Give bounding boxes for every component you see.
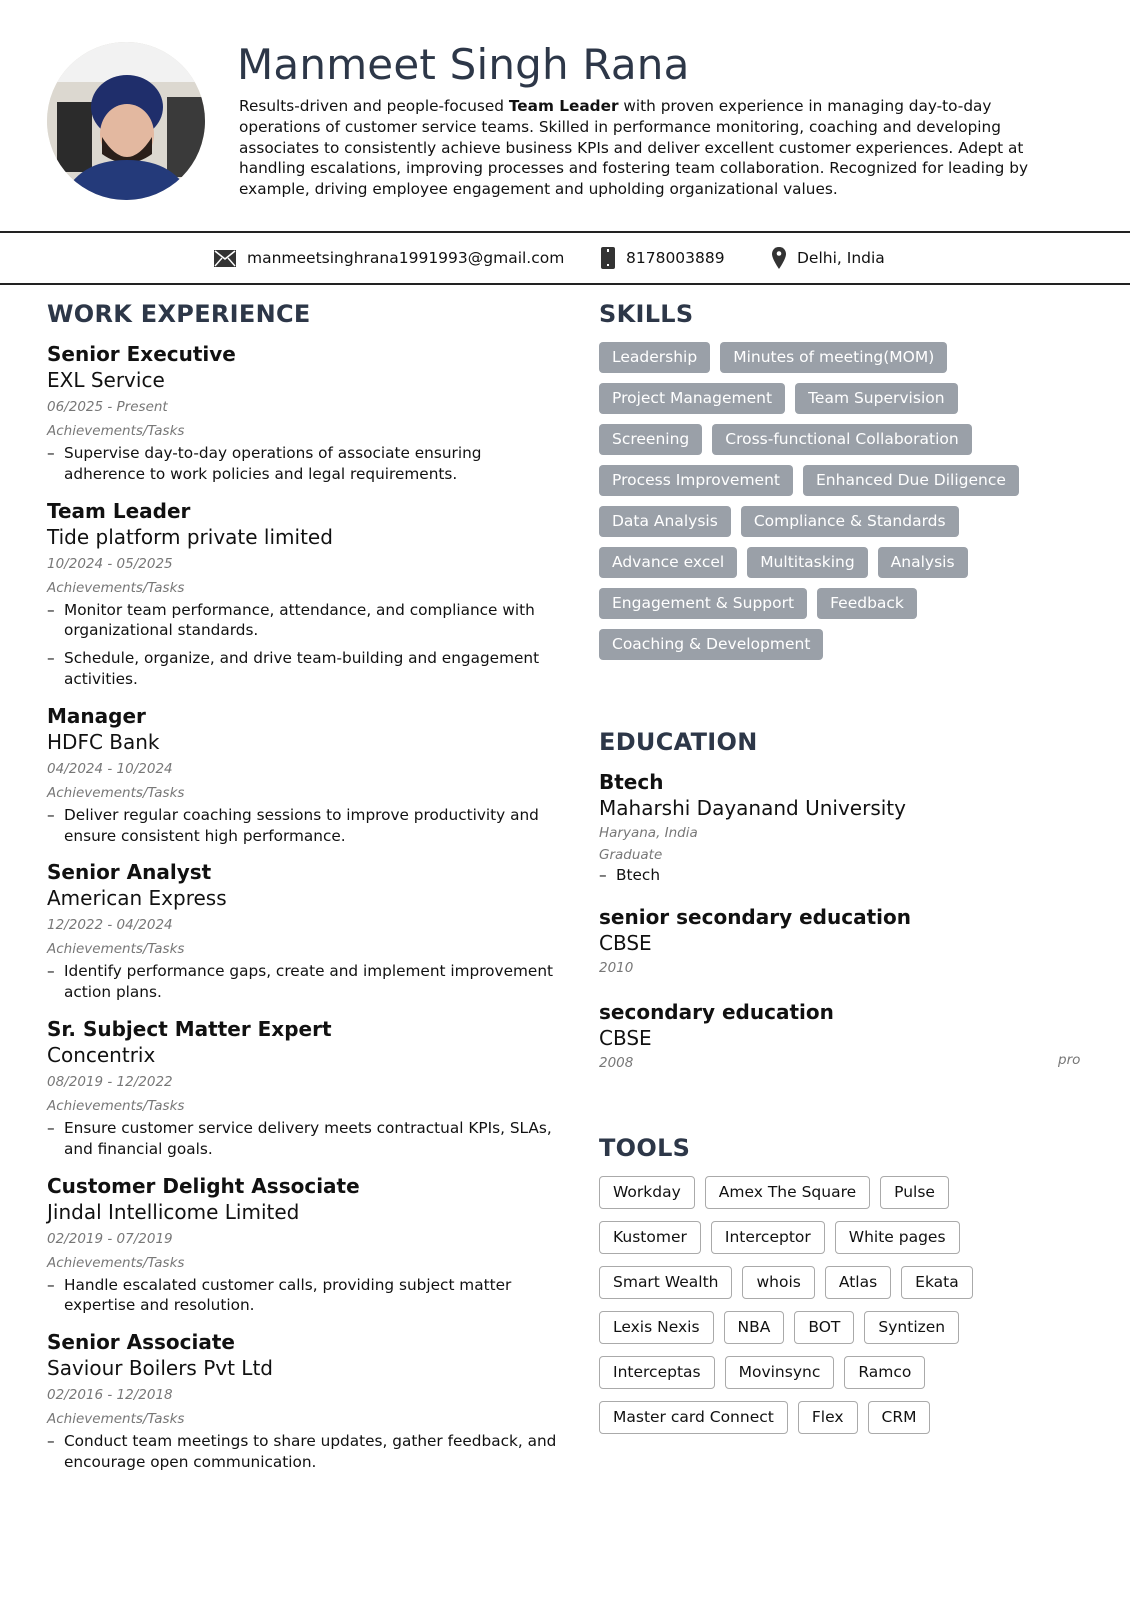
job-date: 10/2024 - 05/2025 bbox=[47, 555, 173, 572]
tool-tag: Atlas bbox=[825, 1266, 891, 1299]
summary-highlight: Team Leader bbox=[508, 97, 619, 115]
edu-degree: secondary education bbox=[599, 1000, 834, 1024]
skill-tag: Process Improvement bbox=[599, 465, 793, 496]
section-title-work-experience: WORK EXPERIENCE bbox=[47, 300, 311, 328]
tool-tag: Workday bbox=[599, 1176, 695, 1209]
dash-bullet-icon: – bbox=[47, 1432, 55, 1451]
mobile-phone-icon bbox=[601, 247, 615, 269]
edu-degree: senior secondary education bbox=[599, 905, 911, 929]
skill-tag: Cross-functional Collaboration bbox=[712, 424, 971, 455]
skill-tag: Enhanced Due Diligence bbox=[803, 465, 1019, 496]
edu-degree: Btech bbox=[599, 770, 664, 794]
job-title: Sr. Subject Matter Expert bbox=[47, 1016, 332, 1041]
tool-tag: Ramco bbox=[844, 1356, 925, 1389]
contact-phone[interactable] bbox=[601, 233, 725, 283]
edu-bullet-text: Btech bbox=[616, 866, 661, 884]
job-title: Senior Associate bbox=[47, 1330, 235, 1355]
avatar-icon bbox=[47, 42, 205, 200]
skill-tag: Screening bbox=[599, 424, 702, 455]
edu-school: CBSE bbox=[599, 931, 652, 955]
job-entry bbox=[47, 1330, 557, 1473]
work-experience-section bbox=[47, 300, 557, 1480]
edu-school: Maharshi Dayanand University bbox=[599, 796, 906, 820]
job-bullet-text: Ensure customer service delivery meets contractual KPIs, SLAs, and financial goals. bbox=[64, 1118, 552, 1158]
job-bullet-text: Deliver regular coaching sessions to improve productivity and ensure consistent high performance. bbox=[64, 805, 539, 845]
edu-location: Haryana, India bbox=[599, 825, 698, 841]
location-text: Delhi, India bbox=[797, 249, 885, 267]
job-company: American Express bbox=[47, 886, 227, 911]
education-entry bbox=[599, 905, 1099, 980]
job-bullet bbox=[47, 1118, 557, 1160]
edu-year: 2010 bbox=[599, 960, 634, 976]
job-achievements-label: Achievements/Tasks bbox=[47, 1097, 185, 1114]
profile-photo bbox=[47, 42, 205, 200]
job-bullet bbox=[47, 1431, 557, 1473]
edu-school: CBSE bbox=[599, 1026, 652, 1050]
skill-tag: Analysis bbox=[878, 547, 968, 578]
job-bullet bbox=[47, 443, 557, 485]
job-title: Manager bbox=[47, 703, 146, 728]
job-achievements-label: Achievements/Tasks bbox=[47, 784, 185, 801]
job-bullets bbox=[47, 1275, 557, 1317]
skill-tag: Coaching & Development bbox=[599, 629, 823, 660]
job-bullet bbox=[47, 1275, 557, 1317]
job-bullets bbox=[47, 1118, 557, 1160]
job-title: Senior Executive bbox=[47, 342, 236, 366]
education-entry bbox=[599, 1000, 1099, 1075]
job-company: Saviour Boilers Pvt Ltd bbox=[47, 1356, 273, 1381]
job-bullet bbox=[47, 600, 557, 642]
job-entry bbox=[47, 499, 557, 690]
job-achievements-label: Achievements/Tasks bbox=[47, 941, 185, 958]
tool-tag: CRM bbox=[868, 1401, 931, 1434]
job-entry bbox=[47, 860, 557, 1003]
email-text: manmeetsinghrana1991993@gmail.com bbox=[247, 249, 565, 267]
skill-tag: Data Analysis bbox=[599, 506, 731, 537]
skill-tag: Project Management bbox=[599, 383, 785, 414]
job-date: 12/2022 - 04/2024 bbox=[47, 917, 173, 934]
dash-bullet-icon: – bbox=[47, 600, 55, 619]
job-company: HDFC Bank bbox=[47, 729, 160, 754]
section-title-skills: SKILLS bbox=[599, 300, 694, 328]
job-bullet-text: Handle escalated customer calls, providing subject matter expertise and resolution. bbox=[64, 1275, 512, 1315]
tool-tag: NBA bbox=[724, 1311, 785, 1344]
tool-tag: Movinsync bbox=[725, 1356, 835, 1389]
job-company: Concentrix bbox=[47, 1042, 156, 1067]
job-bullet bbox=[47, 961, 557, 1003]
job-bullet-text: Schedule, organize, and drive team-building and engagement activities. bbox=[64, 649, 540, 688]
job-bullet-text: Monitor team performance, attendance, and compliance with organizational standards. bbox=[64, 600, 535, 640]
phone-text: 8178003889 bbox=[626, 249, 725, 267]
section-title-tools: TOOLS bbox=[599, 1134, 691, 1162]
tool-tag: Lexis Nexis bbox=[599, 1311, 714, 1344]
job-bullet-text: Identify performance gaps, create and implement improvement action plans. bbox=[64, 962, 554, 1002]
education-entry bbox=[599, 770, 1099, 885]
tool-tag: Ekata bbox=[901, 1266, 973, 1299]
contact-email[interactable] bbox=[214, 233, 564, 283]
job-entry bbox=[47, 704, 557, 847]
job-date: 08/2019 - 12/2022 bbox=[47, 1073, 173, 1090]
job-bullets bbox=[47, 961, 557, 1003]
dash-bullet-icon: – bbox=[47, 444, 55, 462]
job-bullet bbox=[47, 648, 557, 690]
job-date: 02/2019 - 07/2019 bbox=[47, 1230, 173, 1247]
skill-tags bbox=[599, 342, 1079, 670]
stray-text: pro bbox=[1058, 1052, 1081, 1068]
contact-location bbox=[772, 233, 885, 283]
job-bullets bbox=[47, 805, 557, 847]
summary-text: Results-driven and people-focused bbox=[239, 97, 509, 115]
job-company: Tide platform private limited bbox=[47, 524, 333, 549]
job-bullet-text: Conduct team meetings to share updates, gather feedback, and encourage open communication. bbox=[64, 1432, 557, 1471]
job-achievements-label: Achievements/Tasks bbox=[47, 579, 185, 596]
job-date: 06/2025 - Present bbox=[47, 399, 168, 415]
job-list bbox=[47, 342, 557, 1473]
map-pin-icon bbox=[772, 247, 786, 269]
job-bullets bbox=[47, 443, 557, 485]
skill-tag: Minutes of meeting(MOM) bbox=[720, 342, 947, 373]
skill-tag: Feedback bbox=[817, 588, 917, 619]
skill-tag: Leadership bbox=[599, 342, 710, 373]
skill-tag: Compliance & Standards bbox=[741, 506, 959, 537]
tool-tag: BOT bbox=[794, 1311, 854, 1344]
tool-tag: Interceptas bbox=[599, 1356, 715, 1389]
edu-year: 2008 bbox=[599, 1055, 634, 1071]
dash-bullet-icon: – bbox=[599, 866, 607, 884]
edu-status: Graduate bbox=[599, 847, 663, 863]
skill-tag: Team Supervision bbox=[795, 383, 957, 414]
job-achievements-label: Achievements/Tasks bbox=[47, 1411, 185, 1428]
edu-bullet bbox=[599, 865, 1099, 885]
tool-tag: Interceptor bbox=[711, 1221, 825, 1254]
tool-tag: Pulse bbox=[880, 1176, 949, 1209]
job-achievements-label: Achievements/Tasks bbox=[47, 1254, 185, 1271]
job-bullet bbox=[47, 805, 557, 847]
contact-bar bbox=[0, 231, 1130, 285]
dash-bullet-icon: – bbox=[47, 805, 55, 824]
dash-bullet-icon: – bbox=[47, 1118, 55, 1137]
job-bullet-text: Supervise day-to-day operations of associate ensuring adherence to work policies and legal requirements. bbox=[64, 444, 482, 483]
job-entry bbox=[47, 1174, 557, 1317]
job-bullets bbox=[47, 1431, 557, 1473]
skill-tag: Engagement & Support bbox=[599, 588, 807, 619]
job-achievements-label: Achievements/Tasks bbox=[47, 423, 185, 439]
dash-bullet-icon: – bbox=[47, 649, 55, 668]
dash-bullet-icon: – bbox=[47, 1275, 55, 1294]
skill-tag: Advance excel bbox=[599, 547, 737, 578]
skill-tag: Multitasking bbox=[747, 547, 867, 578]
job-date: 02/2016 - 12/2018 bbox=[47, 1387, 173, 1404]
job-company: Jindal Intellicome Limited bbox=[47, 1199, 300, 1224]
job-title: Customer Delight Associate bbox=[47, 1173, 360, 1198]
right-column bbox=[599, 300, 1099, 1426]
skills-section bbox=[599, 300, 1099, 670]
candidate-name: Manmeet Singh Rana bbox=[237, 40, 690, 89]
tool-tags bbox=[599, 1176, 1019, 1446]
resume-header bbox=[0, 0, 1130, 228]
tool-tag: Amex The Square bbox=[705, 1176, 870, 1209]
tool-tag: whois bbox=[742, 1266, 814, 1299]
tool-tag: Kustomer bbox=[599, 1221, 701, 1254]
envelope-icon bbox=[214, 250, 236, 267]
tool-tag: White pages bbox=[835, 1221, 960, 1254]
section-title-education: EDUCATION bbox=[599, 728, 758, 756]
summary-text-rest: with proven experience in managing day-to-day operations of customer service teams. Skilled in performance monitoring, coaching and developing associates to consistently achieve business KPIs and deliver excellent customer experiences. Adept at handling escalations, improving processes and fostering team collaboration. Recognized for leading by example, driving employee engagement and upholding organizational values. bbox=[239, 97, 1029, 199]
job-title: Senior Analyst bbox=[47, 860, 212, 885]
dash-bullet-icon: – bbox=[47, 962, 55, 981]
job-bullets bbox=[47, 600, 557, 690]
tool-tag: Syntizen bbox=[864, 1311, 959, 1344]
job-company: EXL Service bbox=[47, 368, 165, 392]
job-entry bbox=[47, 342, 557, 485]
tools-section bbox=[599, 1134, 1099, 1446]
job-entry bbox=[47, 1017, 557, 1160]
tool-tag: Master card Connect bbox=[599, 1401, 788, 1434]
tool-tag: Flex bbox=[798, 1401, 858, 1434]
education-section bbox=[599, 728, 1099, 1075]
profile-summary bbox=[239, 96, 1039, 200]
job-date: 04/2024 - 10/2024 bbox=[47, 760, 173, 777]
tool-tag: Smart Wealth bbox=[599, 1266, 732, 1299]
job-title: Team Leader bbox=[47, 498, 191, 523]
